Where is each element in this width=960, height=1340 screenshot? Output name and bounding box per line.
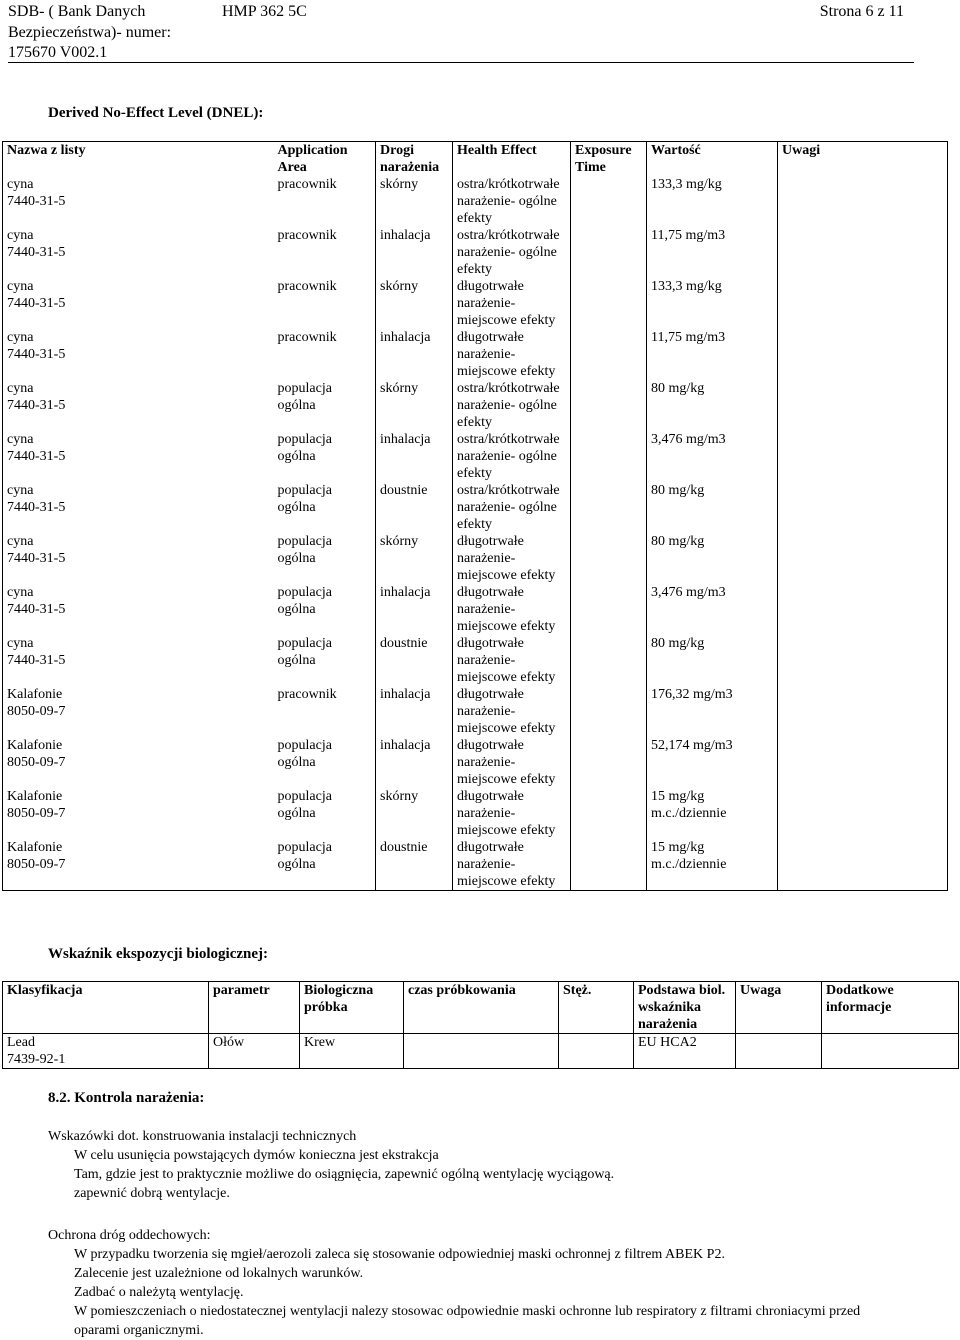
respiratory-protection-block	[48, 1226, 878, 1340]
dnel-cell-route: inhalacja	[376, 584, 453, 635]
dnel-table-row	[3, 737, 948, 788]
col-header-application-area: Application Area	[274, 142, 376, 177]
dnel-cell-exposure-time	[571, 278, 647, 329]
dnel-cell-exposure-time	[571, 839, 647, 891]
dnel-cell-health-effect: ostra/krótkotrwałe narażenie- ogólne efekty	[453, 380, 571, 431]
dnel-cell-exposure-time	[571, 431, 647, 482]
dnel-cell-application-area: pracownik	[274, 176, 376, 227]
dnel-cell-exposure-time	[571, 584, 647, 635]
bio-col-header: Dodatkowe informacje	[822, 982, 959, 1034]
dnel-cell-route: skórny	[376, 788, 453, 839]
dnel-cell-notes	[778, 278, 948, 329]
header-sdb-label: SDB- ( Bank Danych	[8, 3, 146, 20]
dnel-cell-value: 3,476 mg/m3	[647, 584, 778, 635]
control-section-title: 8.2. Kontrola narażenia:	[48, 1090, 205, 1106]
bio-table-cell: EU HCA2	[634, 1034, 736, 1069]
engineering-controls-block	[48, 1127, 948, 1203]
dnel-cell-health-effect: ostra/krótkotrwałe narażenie- ogólne efekty	[453, 176, 571, 227]
dnel-cell-value: 3,476 mg/m3	[647, 431, 778, 482]
bio-table-cell	[404, 1034, 559, 1069]
dnel-cell-application-area: populacja ogólna	[274, 482, 376, 533]
bio-col-header: Podstawa biol. wskaźnika narażenia	[634, 982, 736, 1034]
dnel-cell-route: inhalacja	[376, 329, 453, 380]
dnel-cell-health-effect: długotrwałe narażenie- miejscowe efekty	[453, 329, 571, 380]
engineering-controls-line: W celu usunięcia powstających dymów konieczna jest ekstrakcja	[74, 1148, 439, 1163]
bio-table-cell	[736, 1034, 822, 1069]
dnel-cell-value: 52,174 mg/m3	[647, 737, 778, 788]
bio-col-header: Uwaga	[736, 982, 822, 1034]
dnel-cell-exposure-time	[571, 380, 647, 431]
dnel-cell-notes	[778, 839, 948, 891]
dnel-cell-value: 11,75 mg/m3	[647, 227, 778, 278]
dnel-cell-value: 80 mg/kg	[647, 380, 778, 431]
header-divider	[8, 62, 914, 63]
dnel-cell-health-effect: długotrwałe narażenie- miejscowe efekty	[453, 737, 571, 788]
dnel-cell-exposure-time	[571, 533, 647, 584]
dnel-cell-exposure-time	[571, 482, 647, 533]
bio-table-body	[3, 1034, 959, 1069]
dnel-cell-notes	[778, 431, 948, 482]
engineering-controls-title: Wskazówki dot. konstruowania instalacji technicznych	[48, 1129, 357, 1144]
dnel-cell-application-area: populacja ogólna	[274, 737, 376, 788]
bio-col-header: parametr	[209, 982, 300, 1034]
bio-table-cell	[822, 1034, 959, 1069]
dnel-cell-notes	[778, 788, 948, 839]
dnel-table-row	[3, 431, 948, 482]
dnel-cell-name: cyna 7440-31-5	[3, 533, 274, 584]
page-header	[8, 2, 914, 62]
dnel-table-row	[3, 584, 948, 635]
header-product: HMP 362 5C	[222, 3, 307, 20]
bio-table-row	[3, 1034, 959, 1069]
col-header-health-effect: Health Effect	[453, 142, 571, 177]
dnel-cell-notes	[778, 635, 948, 686]
col-header-notes: Uwagi	[778, 142, 948, 177]
dnel-cell-name: cyna 7440-31-5	[3, 431, 274, 482]
bio-col-header: Klasyfikacja	[3, 982, 209, 1034]
dnel-table-row	[3, 482, 948, 533]
dnel-cell-application-area: populacja ogólna	[274, 839, 376, 891]
dnel-cell-health-effect: długotrwałe narażenie- miejscowe efekty	[453, 533, 571, 584]
dnel-table-row	[3, 839, 948, 891]
dnel-cell-notes	[778, 686, 948, 737]
dnel-table-row	[3, 380, 948, 431]
dnel-cell-name: cyna 7440-31-5	[3, 176, 274, 227]
dnel-cell-notes	[778, 176, 948, 227]
dnel-cell-exposure-time	[571, 788, 647, 839]
dnel-header-row	[3, 142, 948, 177]
dnel-table-row	[3, 329, 948, 380]
respiratory-protection-line: W pomieszczeniach o niedostatecznej wentylacji nalezy stosowac odpowiednie maski ochronne lub respiratory z filtrami chroniacymi przed oparami organicznymi.	[74, 1304, 861, 1338]
dnel-cell-name: cyna 7440-31-5	[3, 329, 274, 380]
dnel-cell-notes	[778, 482, 948, 533]
dnel-cell-value: 80 mg/kg	[647, 533, 778, 584]
col-header-name: Nazwa z listy	[3, 142, 274, 177]
dnel-table-row	[3, 176, 948, 227]
respiratory-protection-line: Zadbać o należytą wentylację.	[74, 1285, 244, 1300]
col-header-value: Wartość	[647, 142, 778, 177]
bio-table-cell: Krew	[300, 1034, 404, 1069]
dnel-cell-application-area: pracownik	[274, 686, 376, 737]
bio-col-header: czas próbkowania	[404, 982, 559, 1034]
bio-col-header: Biologiczna próbka	[300, 982, 404, 1034]
dnel-cell-value: 133,3 mg/kg	[647, 278, 778, 329]
dnel-cell-route: skórny	[376, 278, 453, 329]
dnel-cell-route: inhalacja	[376, 737, 453, 788]
dnel-cell-route: inhalacja	[376, 227, 453, 278]
dnel-cell-health-effect: ostra/krótkotrwałe narażenie- ogólne efekty	[453, 431, 571, 482]
dnel-cell-health-effect: długotrwałe narażenie- miejscowe efekty	[453, 839, 571, 891]
dnel-cell-name: cyna 7440-31-5	[3, 635, 274, 686]
dnel-cell-notes	[778, 380, 948, 431]
bio-table-cell: Ołów	[209, 1034, 300, 1069]
bio-section-title: Wskaźnik ekspozycji biologicznej:	[48, 946, 268, 962]
dnel-cell-route: skórny	[376, 533, 453, 584]
col-header-exposure-time: Exposure Time	[571, 142, 647, 177]
dnel-cell-route: doustnie	[376, 482, 453, 533]
dnel-table-row	[3, 227, 948, 278]
bio-col-header: Stęż.	[559, 982, 634, 1034]
dnel-cell-application-area: populacja ogólna	[274, 788, 376, 839]
dnel-section-title: Derived No-Effect Level (DNEL):	[48, 105, 264, 121]
dnel-cell-value: 176,32 mg/m3	[647, 686, 778, 737]
header-document-number: 175670 V002.1	[8, 44, 108, 61]
dnel-table-row	[3, 533, 948, 584]
dnel-cell-notes	[778, 737, 948, 788]
dnel-cell-route: skórny	[376, 176, 453, 227]
dnel-table-row	[3, 278, 948, 329]
dnel-cell-name: cyna 7440-31-5	[3, 227, 274, 278]
dnel-table-body	[3, 176, 948, 891]
bio-table-cell	[559, 1034, 634, 1069]
dnel-cell-application-area: pracownik	[274, 329, 376, 380]
dnel-cell-exposure-time	[571, 176, 647, 227]
dnel-cell-name: Kalafonie 8050-09-7	[3, 788, 274, 839]
dnel-cell-exposure-time	[571, 227, 647, 278]
dnel-cell-health-effect: długotrwałe narażenie- miejscowe efekty	[453, 635, 571, 686]
dnel-cell-health-effect: ostra/krótkotrwałe narażenie- ogólne efekty	[453, 482, 571, 533]
respiratory-protection-line: Zalecenie jest uzależnione od lokalnych warunków.	[74, 1266, 364, 1281]
bio-table-cell: Lead 7439-92-1	[3, 1034, 209, 1069]
header-line-2: Bezpieczeństwa)- numer:	[8, 24, 172, 41]
respiratory-protection-title: Ochrona dróg oddechowych:	[48, 1228, 211, 1243]
header-page-number: Strona 6 z 11	[819, 3, 904, 20]
dnel-cell-value: 80 mg/kg	[647, 482, 778, 533]
dnel-cell-exposure-time	[571, 635, 647, 686]
bio-header-row	[3, 982, 959, 1034]
dnel-cell-health-effect: ostra/krótkotrwałe narażenie- ogólne efekty	[453, 227, 571, 278]
dnel-table-row	[3, 635, 948, 686]
dnel-cell-application-area: populacja ogólna	[274, 533, 376, 584]
dnel-cell-route: inhalacja	[376, 686, 453, 737]
dnel-cell-route: doustnie	[376, 635, 453, 686]
dnel-cell-application-area: pracownik	[274, 278, 376, 329]
biological-exposure-table	[2, 981, 959, 1069]
dnel-cell-health-effect: długotrwałe narażenie- miejscowe efekty	[453, 788, 571, 839]
dnel-cell-health-effect: długotrwałe narażenie- miejscowe efekty	[453, 278, 571, 329]
dnel-table	[2, 141, 948, 891]
dnel-cell-exposure-time	[571, 329, 647, 380]
dnel-cell-notes	[778, 329, 948, 380]
dnel-cell-exposure-time	[571, 737, 647, 788]
dnel-cell-value: 80 mg/kg	[647, 635, 778, 686]
dnel-cell-application-area: pracownik	[274, 227, 376, 278]
dnel-cell-application-area: populacja ogólna	[274, 380, 376, 431]
dnel-cell-name: Kalafonie 8050-09-7	[3, 737, 274, 788]
dnel-cell-notes	[778, 533, 948, 584]
dnel-cell-route: doustnie	[376, 839, 453, 891]
dnel-cell-health-effect: długotrwałe narażenie- miejscowe efekty	[453, 584, 571, 635]
engineering-controls-line: Tam, gdzie jest to praktycznie możliwe do osiągnięcia, zapewnić ogólną wentylację wyciągową.	[74, 1167, 615, 1182]
dnel-cell-name: Kalafonie 8050-09-7	[3, 686, 274, 737]
dnel-cell-notes	[778, 584, 948, 635]
dnel-cell-name: cyna 7440-31-5	[3, 482, 274, 533]
dnel-table-row	[3, 788, 948, 839]
dnel-cell-value: 133,3 mg/kg	[647, 176, 778, 227]
dnel-cell-name: cyna 7440-31-5	[3, 584, 274, 635]
dnel-cell-notes	[778, 227, 948, 278]
dnel-cell-route: skórny	[376, 380, 453, 431]
engineering-controls-line: zapewnić dobrą wentylacje.	[74, 1186, 230, 1201]
dnel-cell-health-effect: długotrwałe narażenie- miejscowe efekty	[453, 686, 571, 737]
respiratory-protection-line: W przypadku tworzenia się mgieł/aerozoli zaleca się stosowanie odpowiedniej maski ochronnej z filtrem ABEK P2.	[74, 1247, 725, 1262]
col-header-route: Drogi narażenia	[376, 142, 453, 177]
dnel-cell-value: 11,75 mg/m3	[647, 329, 778, 380]
dnel-table-row	[3, 686, 948, 737]
dnel-cell-exposure-time	[571, 686, 647, 737]
dnel-cell-application-area: populacja ogólna	[274, 584, 376, 635]
dnel-cell-name: cyna 7440-31-5	[3, 278, 274, 329]
dnel-cell-application-area: populacja ogólna	[274, 431, 376, 482]
dnel-cell-application-area: populacja ogólna	[274, 635, 376, 686]
dnel-cell-name: Kalafonie 8050-09-7	[3, 839, 274, 891]
dnel-cell-value: 15 mg/kg m.c./dziennie	[647, 839, 778, 891]
dnel-cell-name: cyna 7440-31-5	[3, 380, 274, 431]
dnel-cell-value: 15 mg/kg m.c./dziennie	[647, 788, 778, 839]
dnel-cell-route: inhalacja	[376, 431, 453, 482]
